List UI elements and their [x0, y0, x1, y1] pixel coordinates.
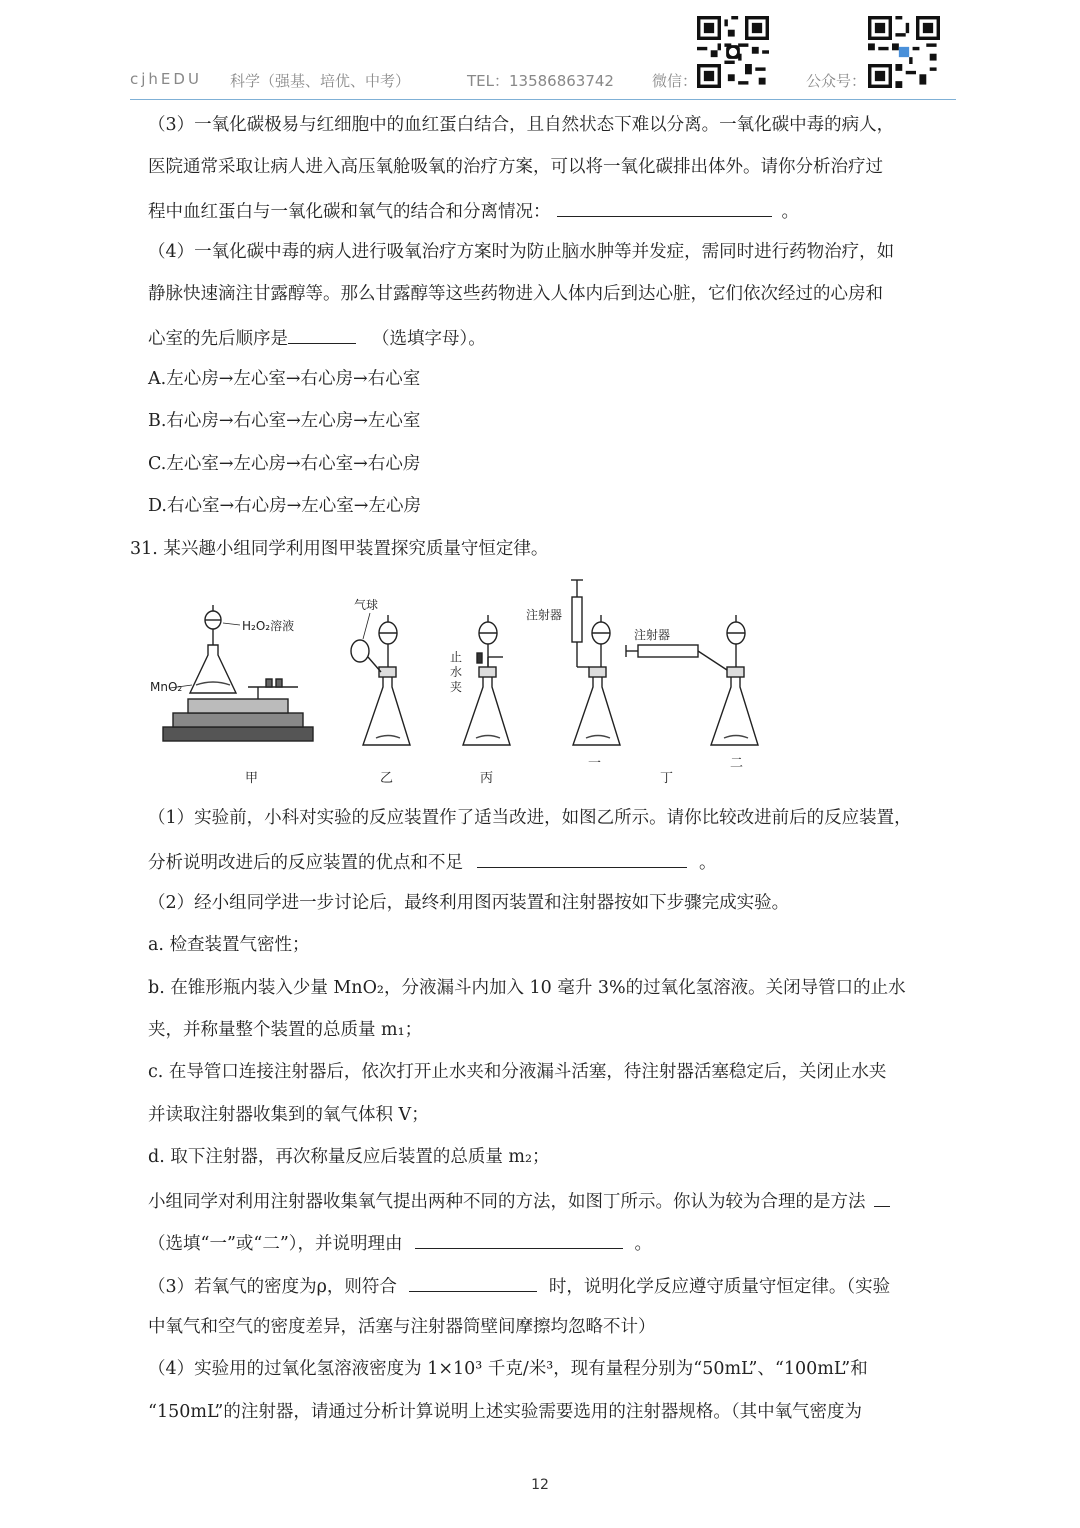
q31-1-line2	[148, 849, 717, 875]
q31-step-c-line2: 并读取注射器收集到的氧气体积 V；	[148, 1105, 429, 1125]
q31-3-line2: 中氧气和空气的密度差异，活塞与注射器筒壁间摩擦均忽略不计）	[148, 1317, 656, 1337]
q31-1-answer-blank[interactable]	[477, 849, 687, 868]
apparatus-bing	[463, 615, 510, 745]
q31-step-b-line1: b. 在锥形瓶内装入少量 MnO₂，分液漏斗内加入 10 毫升 3%的过氧化氢溶液。关闭导管口的止水	[148, 978, 906, 998]
q30-4-line3-end: （选填字母）。	[372, 329, 486, 349]
subject-text: 科学（强基、培优、中考）	[230, 72, 411, 90]
q31-stem: 31. 某兴趣小组同学利用图甲装置探究质量守恒定律。	[130, 539, 549, 559]
q30-3-line3-text: 程中血红蛋白与一氧化碳和氧气的结合和分离情况：	[148, 202, 551, 222]
label-syringe-2: 注射器	[634, 628, 671, 642]
wechat-qr-code-icon	[697, 16, 769, 88]
q31-3-line1-text: （3）若氧气的密度为ρ，则符合	[148, 1277, 397, 1297]
tel-text: TEL：13586863742	[467, 72, 614, 90]
q31-apparatus-figure	[148, 575, 768, 785]
q30-3-line1: （3）一氧化碳极易与红细胞中的血红蛋白结合，且自然状态下难以分离。一氧化碳中毒的病人，	[148, 115, 895, 135]
q31-4-line2: “150mL”的注射器，请通过分析计算说明上述实验需要选用的注射器规格。（其中氧气密度为	[148, 1402, 863, 1422]
official-account-qr-code-icon	[868, 16, 940, 88]
wechat-label: 微信：	[652, 72, 698, 90]
q30-4-line3	[148, 325, 486, 351]
q30-4-option-a: A.左心房→左心室→右心房→右心室	[148, 369, 421, 389]
page-header	[130, 60, 955, 100]
label-clip-3: 夹	[450, 680, 463, 694]
label-mno2: MnO₂	[150, 680, 183, 694]
q31-2b-line2-end: 。	[634, 1234, 653, 1254]
q31-1-line2-end: 。	[699, 853, 717, 873]
caption-er-method: 二	[730, 756, 744, 771]
q30-4-line3-text: 心室的先后顺序是	[148, 329, 288, 349]
caption-ding: 丁	[660, 771, 674, 785]
q31-2-intro: （2）经小组同学进一步讨论后，最终利用图丙装置和注射器按如下步骤完成实验。	[148, 893, 790, 913]
q31-2b-line1-text: 小组同学对利用注射器收集氧气提出两种不同的方法，如图丁所示。你认为较为合理的是方法	[148, 1192, 866, 1212]
q31-step-c-line1: c. 在导管口连接注射器后，依次打开止水夹和分液漏斗活塞，待注射器活塞稳定后，关闭止水夹	[148, 1062, 887, 1082]
q31-1-line2-text: 分析说明改进后的反应装置的优点和不足	[148, 853, 463, 873]
caption-jia: 甲	[245, 771, 259, 785]
page-number: 12	[531, 1477, 549, 1493]
q31-3-line1	[148, 1273, 890, 1299]
q30-4-option-c: C.左心室→左心房→右心室→右心房	[148, 454, 421, 474]
q30-3-line3	[148, 198, 799, 224]
q31-4-line1: （4）实验用的过氧化氢溶液密度为 1×10³ 千克/米³，现有量程分别为“50mL”、“100mL”和	[148, 1359, 868, 1379]
apparatus-ding-1	[571, 580, 620, 745]
apparatus-yi	[351, 613, 410, 745]
label-clip-1: 止	[450, 650, 463, 664]
q30-4-line2: 静脉快速滴注甘露醇等。那么甘露醇等这些药物进入人体内后到达心脏，它们依次经过的心房和	[148, 284, 883, 304]
brand-text: cjhEDU	[130, 70, 202, 88]
q31-step-d: d. 取下注射器，再次称量反应后装置的总质量 m₂；	[148, 1147, 550, 1167]
q30-3-line2: 医院通常采取让病人进入高压氧舱吸氧的治疗方案，可以将一氧化碳排出体外。请你分析治疗过	[148, 157, 883, 177]
caption-yi-method: 一	[588, 756, 602, 771]
gzh-label: 公众号：	[806, 72, 867, 90]
caption-bing: 丙	[480, 771, 494, 785]
q31-2b-line2-text: （选填“一”或“二”），并说明理由	[148, 1234, 403, 1254]
q31-2b-reason-blank[interactable]	[415, 1230, 623, 1249]
q30-4-option-b: B.右心房→右心室→左心房→左心室	[148, 411, 421, 431]
q31-3-answer-blank[interactable]	[409, 1273, 537, 1292]
label-balloon: 气球	[354, 598, 379, 612]
label-syringe-1: 注射器	[526, 608, 563, 622]
q31-2b-line2	[148, 1230, 652, 1256]
q31-step-a: a. 检查装置气密性；	[148, 935, 310, 955]
q30-4-answer-blank[interactable]	[288, 325, 356, 344]
label-clip-2: 水	[450, 665, 463, 679]
q31-1-line1: （1）实验前，小科对实验的反应装置作了适当改进，如图乙所示。请你比较改进前后的反应装置，	[148, 808, 912, 828]
caption-yi: 乙	[380, 771, 394, 785]
q31-2b-line1	[148, 1188, 890, 1214]
q31-2b-method-blank[interactable]	[874, 1188, 890, 1207]
label-h2o2: H₂O₂溶液	[242, 619, 295, 633]
q30-4-option-d: D.右心室→右心房→左心室→左心房	[148, 496, 421, 516]
header-divider	[130, 99, 956, 100]
q30-4-line1: （4）一氧化碳中毒的病人进行吸氧治疗方案时为防止脑水肿等并发症，需同时进行药物治疗，如	[148, 242, 895, 262]
q31-step-b-line2: 夹，并称量整个装置的总质量 m₁；	[148, 1020, 423, 1040]
q30-3-line3-end: 。	[781, 202, 799, 222]
q31-3-line1-end: 时，说明化学反应遵守质量守恒定律。（实验	[548, 1277, 891, 1297]
q30-3-answer-blank[interactable]	[557, 198, 772, 217]
